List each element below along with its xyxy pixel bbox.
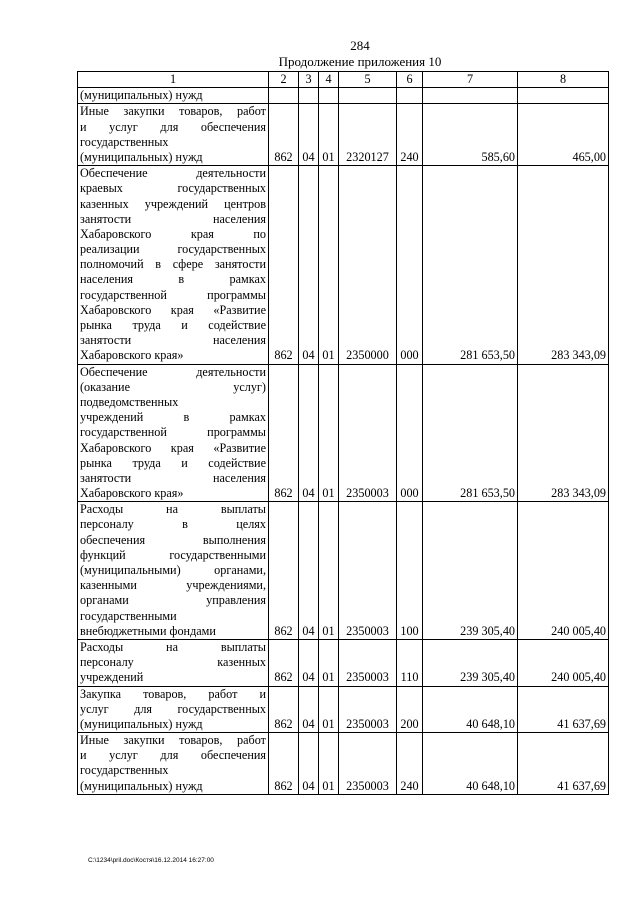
table-row bbox=[78, 88, 609, 104]
ministry-code bbox=[269, 88, 299, 104]
section-code: 04 bbox=[299, 686, 319, 733]
description-line: государственных bbox=[80, 763, 169, 778]
table-header-row bbox=[78, 72, 609, 88]
expense-type-code: 000 bbox=[397, 166, 423, 364]
table-row bbox=[78, 104, 609, 166]
description-line: Обеспечение деятельности bbox=[80, 166, 266, 181]
expense-type-code: 000 bbox=[397, 364, 423, 502]
description-line: рынка труда и содействие bbox=[80, 455, 266, 470]
description-line: (муниципальных) нужд bbox=[80, 88, 203, 103]
column-header: 5 bbox=[339, 72, 397, 88]
amount-year-1: 281 653,50 bbox=[423, 166, 518, 364]
column-header: 3 bbox=[299, 72, 319, 88]
column-header: 4 bbox=[319, 72, 339, 88]
description-line: Хабаровского края» bbox=[80, 486, 184, 501]
table-row bbox=[78, 364, 609, 502]
table-row bbox=[78, 166, 609, 364]
section-code: 04 bbox=[299, 166, 319, 364]
subsection-code: 01 bbox=[319, 686, 339, 733]
description-line: занятости населения bbox=[80, 470, 266, 485]
target-article-code: 2350003 bbox=[339, 364, 397, 502]
description-line: Расходы на выплаты bbox=[80, 502, 266, 517]
description-line: учреждений в рамках bbox=[80, 410, 266, 425]
description-line: Иные закупки товаров, работ bbox=[80, 733, 266, 748]
description-line: полномочий в сфере занятости bbox=[80, 257, 266, 272]
page-number: 284 bbox=[350, 38, 370, 53]
subsection-code: 01 bbox=[319, 364, 339, 502]
description-line: обеспечения выполнения bbox=[80, 532, 266, 547]
ministry-code: 862 bbox=[269, 502, 299, 640]
expense-type-code: 240 bbox=[397, 104, 423, 166]
amount-year-1: 239 305,40 bbox=[423, 502, 518, 640]
description-line: государственных bbox=[80, 134, 169, 149]
target-article-code: 2320127 bbox=[339, 104, 397, 166]
description-line: занятости населения bbox=[80, 333, 266, 348]
amount-year-1: 281 653,50 bbox=[423, 364, 518, 502]
description-line: Иные закупки товаров, работ bbox=[80, 104, 266, 119]
description-line: персоналу в целях bbox=[80, 517, 266, 532]
target-article-code: 2350000 bbox=[339, 166, 397, 364]
row-description bbox=[78, 733, 269, 795]
description-line: Обеспечение деятельности bbox=[80, 364, 266, 379]
description-line: казенных учреждений центров bbox=[80, 196, 266, 211]
amount-year-2: 283 343,09 bbox=[518, 166, 609, 364]
description-line: государственными bbox=[80, 608, 177, 623]
row-description bbox=[78, 502, 269, 640]
description-line: подведомственных bbox=[80, 394, 179, 409]
amount-year-2: 41 637,69 bbox=[518, 733, 609, 795]
column-header: 2 bbox=[269, 72, 299, 88]
ministry-code: 862 bbox=[269, 639, 299, 686]
file-path-footer: C:\1234\pril.doc\Костя\16.12.2014 16:27:00 bbox=[88, 857, 214, 864]
description-line: органами управления bbox=[80, 593, 266, 608]
amount-year-2: 240 005,40 bbox=[518, 639, 609, 686]
subsection-code bbox=[319, 88, 339, 104]
row-description bbox=[78, 166, 269, 364]
description-line: Хабаровского края «Развитие bbox=[80, 302, 266, 317]
description-line: Расходы на выплаты bbox=[80, 639, 266, 654]
description-line: (муниципальных) нужд bbox=[80, 149, 203, 164]
section-code bbox=[299, 88, 319, 104]
target-article-code: 2350003 bbox=[339, 733, 397, 795]
section-code: 04 bbox=[299, 639, 319, 686]
description-line: и услуг для обеспечения bbox=[80, 748, 266, 763]
amount-year-1: 239 305,40 bbox=[423, 639, 518, 686]
description-line: (муниципальных) нужд bbox=[80, 716, 203, 731]
amount-year-2: 283 343,09 bbox=[518, 364, 609, 502]
ministry-code: 862 bbox=[269, 364, 299, 502]
ministry-code: 862 bbox=[269, 166, 299, 364]
row-description bbox=[78, 364, 269, 502]
amount-year-1: 585,60 bbox=[423, 104, 518, 166]
ministry-code: 862 bbox=[269, 733, 299, 795]
expense-type-code bbox=[397, 88, 423, 104]
description-line: Хабаровского края» bbox=[80, 348, 184, 363]
table-row bbox=[78, 639, 609, 686]
amount-year-2: 240 005,40 bbox=[518, 502, 609, 640]
table-row bbox=[78, 686, 609, 733]
column-header: 6 bbox=[397, 72, 423, 88]
budget-table bbox=[77, 71, 609, 795]
description-line: функций государственными bbox=[80, 547, 266, 562]
description-line: краевых государственных bbox=[80, 181, 266, 196]
amount-year-2: 465,00 bbox=[518, 104, 609, 166]
section-code: 04 bbox=[299, 502, 319, 640]
expense-type-code: 110 bbox=[397, 639, 423, 686]
amount-year-2: 41 637,69 bbox=[518, 686, 609, 733]
subsection-code: 01 bbox=[319, 733, 339, 795]
description-line: Хабаровского края «Развитие bbox=[80, 440, 266, 455]
expense-type-code: 200 bbox=[397, 686, 423, 733]
amount-year-1: 40 648,10 bbox=[423, 733, 518, 795]
subsection-code: 01 bbox=[319, 104, 339, 166]
expense-type-code: 240 bbox=[397, 733, 423, 795]
description-line: и услуг для обеспечения bbox=[80, 119, 266, 134]
description-line: внебюджетными фондами bbox=[80, 623, 216, 638]
row-description bbox=[78, 88, 269, 104]
description-line: реализации государственных bbox=[80, 242, 266, 257]
subsection-code: 01 bbox=[319, 639, 339, 686]
description-line: (муниципальных) нужд bbox=[80, 778, 203, 793]
table-row bbox=[78, 733, 609, 795]
column-header: 7 bbox=[423, 72, 518, 88]
description-line: персоналу казенных bbox=[80, 655, 266, 670]
target-article-code bbox=[339, 88, 397, 104]
description-line: (муниципальными) органами, bbox=[80, 563, 266, 578]
row-description bbox=[78, 104, 269, 166]
description-line: населения в рамках bbox=[80, 272, 266, 287]
description-line: казенными учреждениями, bbox=[80, 578, 266, 593]
description-line: государственной программы bbox=[80, 425, 266, 440]
amount-year-1 bbox=[423, 88, 518, 104]
amount-year-1: 40 648,10 bbox=[423, 686, 518, 733]
subsection-code: 01 bbox=[319, 502, 339, 640]
description-line: услуг для государственных bbox=[80, 701, 266, 716]
description-line: рынка труда и содействие bbox=[80, 318, 266, 333]
description-line: Хабаровского края по bbox=[80, 226, 266, 241]
target-article-code: 2350003 bbox=[339, 639, 397, 686]
continuation-heading: Продолжение приложения 10 bbox=[278, 54, 442, 69]
description-line: учреждений bbox=[80, 670, 144, 685]
expense-type-code: 100 bbox=[397, 502, 423, 640]
section-code: 04 bbox=[299, 104, 319, 166]
amount-year-2 bbox=[518, 88, 609, 104]
description-line: (оказание услуг) bbox=[80, 379, 266, 394]
section-code: 04 bbox=[299, 733, 319, 795]
row-description bbox=[78, 686, 269, 733]
description-line: занятости населения bbox=[80, 211, 266, 226]
row-description bbox=[78, 639, 269, 686]
target-article-code: 2350003 bbox=[339, 502, 397, 640]
description-line: Закупка товаров, работ и bbox=[80, 686, 266, 701]
section-code: 04 bbox=[299, 364, 319, 502]
column-header: 8 bbox=[518, 72, 609, 88]
table-row bbox=[78, 502, 609, 640]
subsection-code: 01 bbox=[319, 166, 339, 364]
column-header: 1 bbox=[78, 72, 269, 88]
target-article-code: 2350003 bbox=[339, 686, 397, 733]
ministry-code: 862 bbox=[269, 104, 299, 166]
description-line: государственной программы bbox=[80, 287, 266, 302]
ministry-code: 862 bbox=[269, 686, 299, 733]
